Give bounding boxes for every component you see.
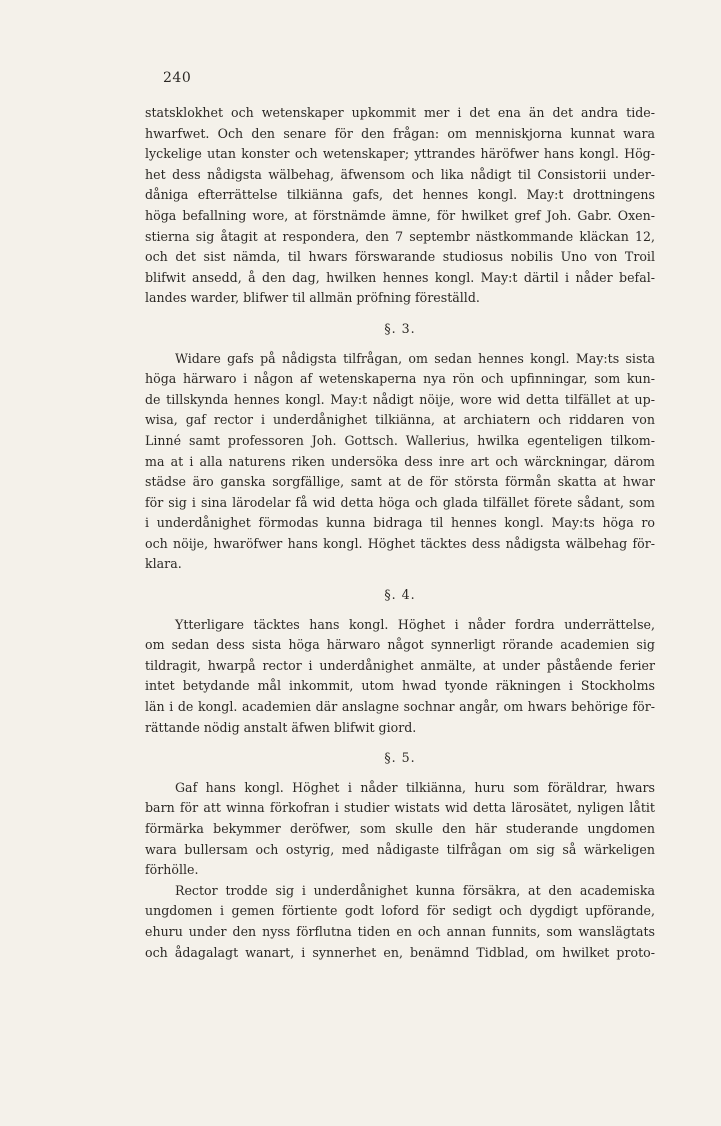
text-line: och nöije, hwaröfwer hans kongl. Höghet täcktes dess nådigsta wälbehag för-	[145, 535, 655, 551]
text-line: Gaf hans kongl. Höghet i nåder tilkiänna, huru som föräldrar, hwars	[175, 779, 655, 795]
text-line: för sig i sina lärodelar få wid detta höga och glada tilfället förete sådant, som	[145, 494, 655, 510]
document-body	[145, 103, 655, 963]
text-line: stierna sig åtagit at respondera, den 7 septembr nästkommande kläckan 12,	[145, 228, 655, 244]
text-line: klara.	[145, 556, 182, 572]
text-line: lyckelige utan konster och wetenskaper; yttrandes häröfwer hans kongl. Hög-	[145, 146, 655, 162]
text-line: län i de kongl. academien där anslagne sochnar angår, om hwars behörige för-	[145, 699, 655, 715]
text-line: statsklokhet och wetenskaper upkommit mer i det ena än det andra tide-	[145, 105, 655, 120]
text-line: ma at i alla naturens riken undersöka dess inre art och wärckningar, därom	[145, 453, 655, 469]
section-heading-4: §. 4.	[384, 587, 416, 603]
text-line: i underdånighet förmodas kunna bidraga til hennes kongl. May:ts höga ro	[145, 515, 655, 531]
section-3-paragraph	[145, 349, 655, 576]
text-line: höga härwaro i någon af wetenskaperna nya rön och upfinningar, som kun-	[145, 371, 655, 387]
text-line: förhölle.	[145, 862, 199, 878]
text-line: och det sist nämda, til hwars förswarande studiosus nobilis Uno von Troil	[145, 249, 655, 265]
text-line: Ytterligare täcktes hans kongl. Höghet i nåder fordra underrättelse,	[175, 616, 655, 632]
text-line: ungdomen i gemen förtiente godt loford för sedigt och dygdigt upförande,	[145, 903, 655, 919]
text-line: om sedan dess sista höga härwaro något synnerligt rörande academien sig	[145, 637, 655, 653]
paragraph-1	[145, 103, 655, 309]
text-line: ehuru under den nyss förflutna tiden en och annan funnits, som wanslägtats	[145, 923, 655, 939]
section-5-paragraph-2	[145, 881, 655, 963]
text-line: höga befallning wore, at förstnämde ämne, för hwilket gref Joh. Gabr. Oxen-	[145, 207, 655, 223]
text-line: Widare gafs på nådigsta tilfrågan, om sedan hennes kongl. May:ts sista	[175, 350, 655, 366]
text-line: dåniga efterrättelse tilkiänna gafs, det hennes kongl. May:t drottningens	[145, 187, 655, 203]
text-line: och ådagalagt wanart, i synnerhet en, benämnd Tidblad, om hwilket proto-	[145, 944, 655, 960]
text-line: hwarfwet. Och den senare för den frågan: om menniskjorna kunnat wara	[145, 125, 655, 141]
page-number: 240	[163, 70, 192, 86]
text-line: förmärka bekymmer deröfwer, som skulle den här studerande ungdomen	[145, 821, 655, 836]
text-line: städse äro ganska sorgfällige, samt at de för största förmån skatta at hwar	[145, 474, 655, 490]
text-line: tildragit, hwarpå rector i underdånighet anmälte, at under påstående ferier	[145, 657, 655, 673]
text-line: barn för att winna förkofran i studier wistats wid detta lärosätet, nyligen låtit	[145, 800, 655, 816]
section-4-paragraph	[145, 615, 655, 739]
text-line: Linné samt professoren Joh. Gottsch. Wallerius, hwilka egenteligen tilkom-	[145, 432, 655, 448]
section-heading-5: §. 5.	[384, 750, 416, 766]
text-line: landes warder, blifwer til allmän pröfning föreställd.	[145, 290, 480, 306]
text-line: Rector trodde sig i underdånighet kunna försäkra, at den academiska	[175, 882, 655, 898]
text-line: wisa, gaf rector i underdånighet tilkiänna, at archiatern och riddaren von	[145, 412, 655, 428]
text-line: de tillskynda hennes kongl. May:t nådigt nöije, wore wid detta tilfället at up-	[145, 391, 655, 407]
text-line: rättande nödig anstalt äfwen blifwit giord.	[145, 719, 417, 735]
text-line: blifwit ansedd, å den dag, hwilken hennes kongl. May:t därtil i nåder befal-	[145, 269, 655, 285]
text-line: wara bullersam och ostyrig, med nådigaste tilfrågan om sig så wärkeligen	[145, 841, 655, 857]
section-heading-3: §. 3.	[384, 320, 416, 336]
text-line: intet betydande mål inkommit, utom hwad tyonde räkningen i Stockholms	[145, 678, 655, 694]
section-5-paragraph-1	[145, 778, 655, 881]
text-line: het dess nådigsta wälbehag, äfwensom och lika nådigt til Consistorii under-	[145, 166, 655, 182]
